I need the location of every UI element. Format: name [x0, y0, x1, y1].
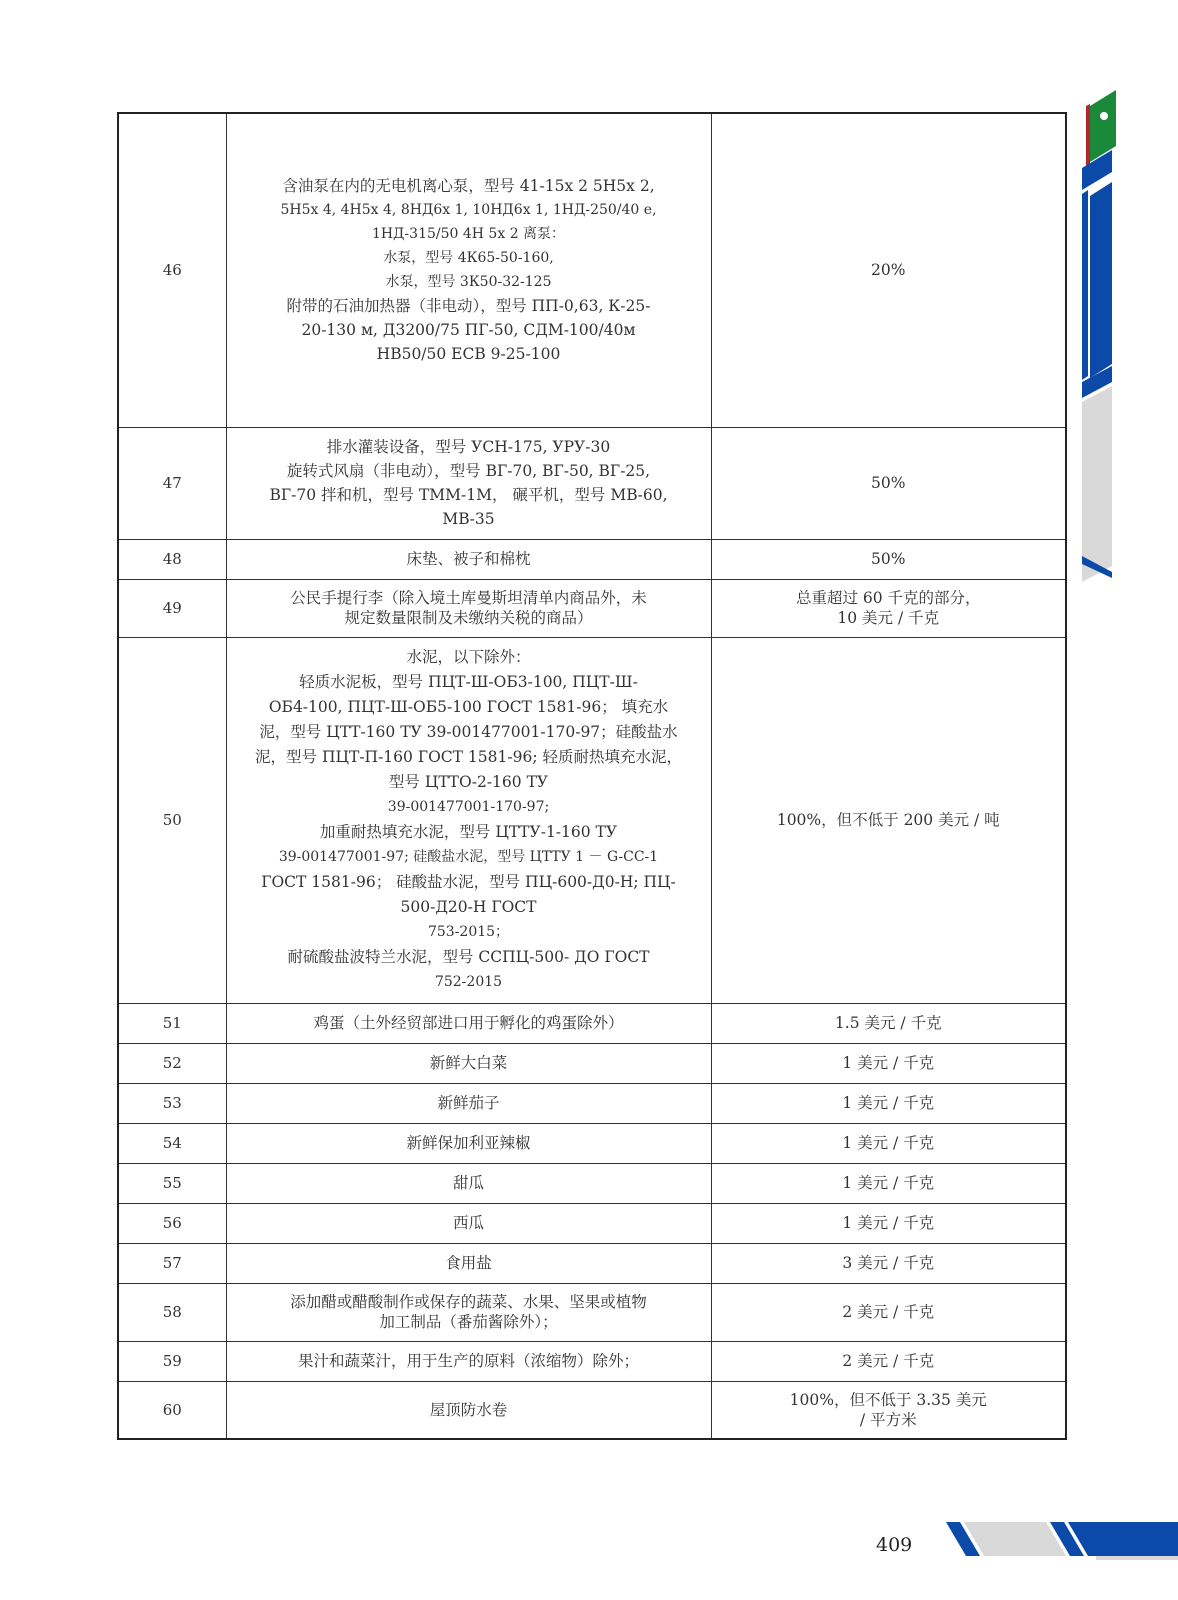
desc-line: ОБ4-100, ПЦТ-Ш-ОБ5-100 ГОСТ 1581-96； 填充水	[268, 698, 669, 716]
desc-line: 型号 ЦТТО-2-160 ТУ	[388, 773, 549, 791]
desc-line: 5Н5х 4, 4Н5х 4, 8НД6х 1, 10НД6х 1, 1НД-250/40 е,	[280, 202, 657, 219]
desc-line: ВГ-70 拌和机，型号 ТММ-1М， 碾平机，型号 МВ-60,	[269, 486, 668, 504]
row-description	[226, 1283, 711, 1341]
row-rate: 100%，但不低于 200 美元 / 吨	[711, 637, 1066, 1003]
page-number: 409	[876, 1534, 913, 1556]
desc-line: 水泥，以下除外：	[406, 648, 531, 666]
desc-line: 753-2015；	[427, 924, 510, 940]
row-rate: 50%	[711, 427, 1066, 539]
desc-line: 含油泵在内的无电机离心泵，型号 41-15х 2 5Н5х 2,	[282, 177, 655, 196]
table-row	[118, 1243, 1066, 1283]
footer-decoration	[946, 1520, 1178, 1560]
table-row	[118, 113, 1066, 427]
table-row	[118, 1043, 1066, 1083]
row-number: 53	[118, 1083, 226, 1123]
desc-line: 加工制品（番茄酱除外）；	[379, 1313, 558, 1331]
table-row	[118, 1003, 1066, 1043]
rate-line: 100%，但不低于 3.35 美元	[789, 1390, 987, 1409]
desc-line: 公民手提行李（除入境土库曼斯坦清单内商品外，未	[290, 589, 647, 607]
desc-line: 排水灌装设备，型号 УСН-175, УРУ-30	[326, 438, 611, 456]
row-number: 51	[118, 1003, 226, 1043]
row-rate: 50%	[711, 539, 1066, 579]
desc-line: МВ-35	[442, 510, 495, 528]
desc-line: 泥，型号 ЦТТ-160 ТУ 39-001477001-170-97；硅酸盐水	[259, 723, 678, 741]
desc-line: 加重耐热填充水泥，型号 ЦТТУ-1-160 ТУ	[319, 823, 618, 841]
row-rate: 1 美元 / 千克	[711, 1043, 1066, 1083]
row-rate: 20%	[711, 113, 1066, 427]
desc-line: 752-2015	[434, 974, 503, 990]
desc-line: 1НД-315/50 4Н 5х 2 离泵：	[371, 226, 566, 243]
row-rate: 1 美元 / 千克	[711, 1163, 1066, 1203]
rate-line: / 平方米	[859, 1410, 917, 1429]
table-row	[118, 1283, 1066, 1341]
row-rate: 2 美元 / 千克	[711, 1283, 1066, 1341]
tariff-table	[117, 112, 1067, 1440]
row-description: 新鲜茄子	[226, 1083, 711, 1123]
table-row	[118, 1123, 1066, 1163]
row-description: 食用盐	[226, 1243, 711, 1283]
row-description: 甜瓜	[226, 1163, 711, 1203]
row-number: 50	[118, 637, 226, 1003]
row-number: 47	[118, 427, 226, 539]
desc-line: 水泵，型号 3К50-32-125	[385, 274, 552, 291]
desc-line: НВ50/50 ЕСВ 9-25-100	[376, 345, 561, 364]
desc-line: 500-Д20-Н ГОСТ	[400, 898, 537, 916]
row-number: 55	[118, 1163, 226, 1203]
table-row	[118, 1341, 1066, 1381]
row-number: 49	[118, 579, 226, 637]
desc-line: 20-130 м, Д3200/75 ПГ-50, СДМ-100/40м	[301, 321, 636, 340]
desc-line: ГОСТ 1581-96； 硅酸盐水泥，型号 ПЦ-600-Д0-Н; ПЦ-	[261, 873, 676, 891]
row-rate: 1 美元 / 千克	[711, 1123, 1066, 1163]
desc-line: 轻质水泥板，型号 ПЦТ-Ш-ОБ3-100, ПЦТ-Ш-	[299, 673, 638, 691]
row-number: 57	[118, 1243, 226, 1283]
row-description	[226, 637, 711, 1003]
row-number: 54	[118, 1123, 226, 1163]
row-rate: 3 美元 / 千克	[711, 1243, 1066, 1283]
row-number: 56	[118, 1203, 226, 1243]
desc-line: 耐硫酸盐波特兰水泥，型号 ССПЦ-500- ДО ГОСТ	[287, 948, 650, 966]
table-row	[118, 1163, 1066, 1203]
row-number: 60	[118, 1381, 226, 1439]
row-description: 鸡蛋（土外经贸部进口用于孵化的鸡蛋除外）	[226, 1003, 711, 1043]
table-row	[118, 1083, 1066, 1123]
row-rate	[711, 1381, 1066, 1439]
desc-line: 旋转式风扇（非电动），型号 ВГ-70, ВГ-50, ВГ-25,	[286, 462, 651, 480]
table-row	[118, 637, 1066, 1003]
row-rate: 1 美元 / 千克	[711, 1203, 1066, 1243]
table-row	[118, 1203, 1066, 1243]
desc-line: 添加醋或醋酸制作或保存的蔬菜、水果、坚果或植物	[290, 1293, 647, 1311]
table-row	[118, 579, 1066, 637]
table-row	[118, 427, 1066, 539]
row-description: 西瓜	[226, 1203, 711, 1243]
row-rate: 2 美元 / 千克	[711, 1341, 1066, 1381]
desc-line: 规定数量限制及未缴纳关税的商品）	[344, 609, 593, 627]
row-description	[226, 113, 711, 427]
side-decoration	[1078, 86, 1178, 586]
row-number: 48	[118, 539, 226, 579]
row-description: 屋顶防水卷	[226, 1381, 711, 1439]
desc-line: 39-001477001-170-97;	[387, 799, 550, 815]
row-description: 新鲜大白菜	[226, 1043, 711, 1083]
desc-line: 床垫、被子和棉枕	[406, 550, 531, 568]
desc-line: 39-001477001-97; 硅酸盐水泥，型号 ЦТТУ 1 － G-CC-1	[278, 849, 659, 865]
row-description: 果汁和蔬菜汁，用于生产的原料（浓缩物）除外；	[226, 1341, 711, 1381]
rate-line: 总重超过 60 千克的部分，	[795, 589, 981, 607]
desc-line: 水泵，型号 4К65-50-160,	[383, 250, 554, 267]
row-description: 新鲜保加利亚辣椒	[226, 1123, 711, 1163]
desc-line: 泥，型号 ПЦТ-П-160 ГОСТ 1581-96; 轻质耐热填充水泥，	[255, 748, 682, 766]
row-description	[226, 539, 711, 579]
flag-icon	[1090, 90, 1116, 162]
row-number: 58	[118, 1283, 226, 1341]
rate-line: 10 美元 / 千克	[837, 609, 940, 627]
row-number: 59	[118, 1341, 226, 1381]
row-number: 52	[118, 1043, 226, 1083]
row-description	[226, 427, 711, 539]
desc-line: 附带的石油加热器（非电动），型号 ПП-0,63, К-25-	[286, 297, 651, 316]
row-rate	[711, 579, 1066, 637]
table-row	[118, 539, 1066, 579]
table-row	[118, 1381, 1066, 1439]
row-rate: 1 美元 / 千克	[711, 1083, 1066, 1123]
row-rate: 1.5 美元 / 千克	[711, 1003, 1066, 1043]
row-number: 46	[118, 113, 226, 427]
row-description	[226, 579, 711, 637]
